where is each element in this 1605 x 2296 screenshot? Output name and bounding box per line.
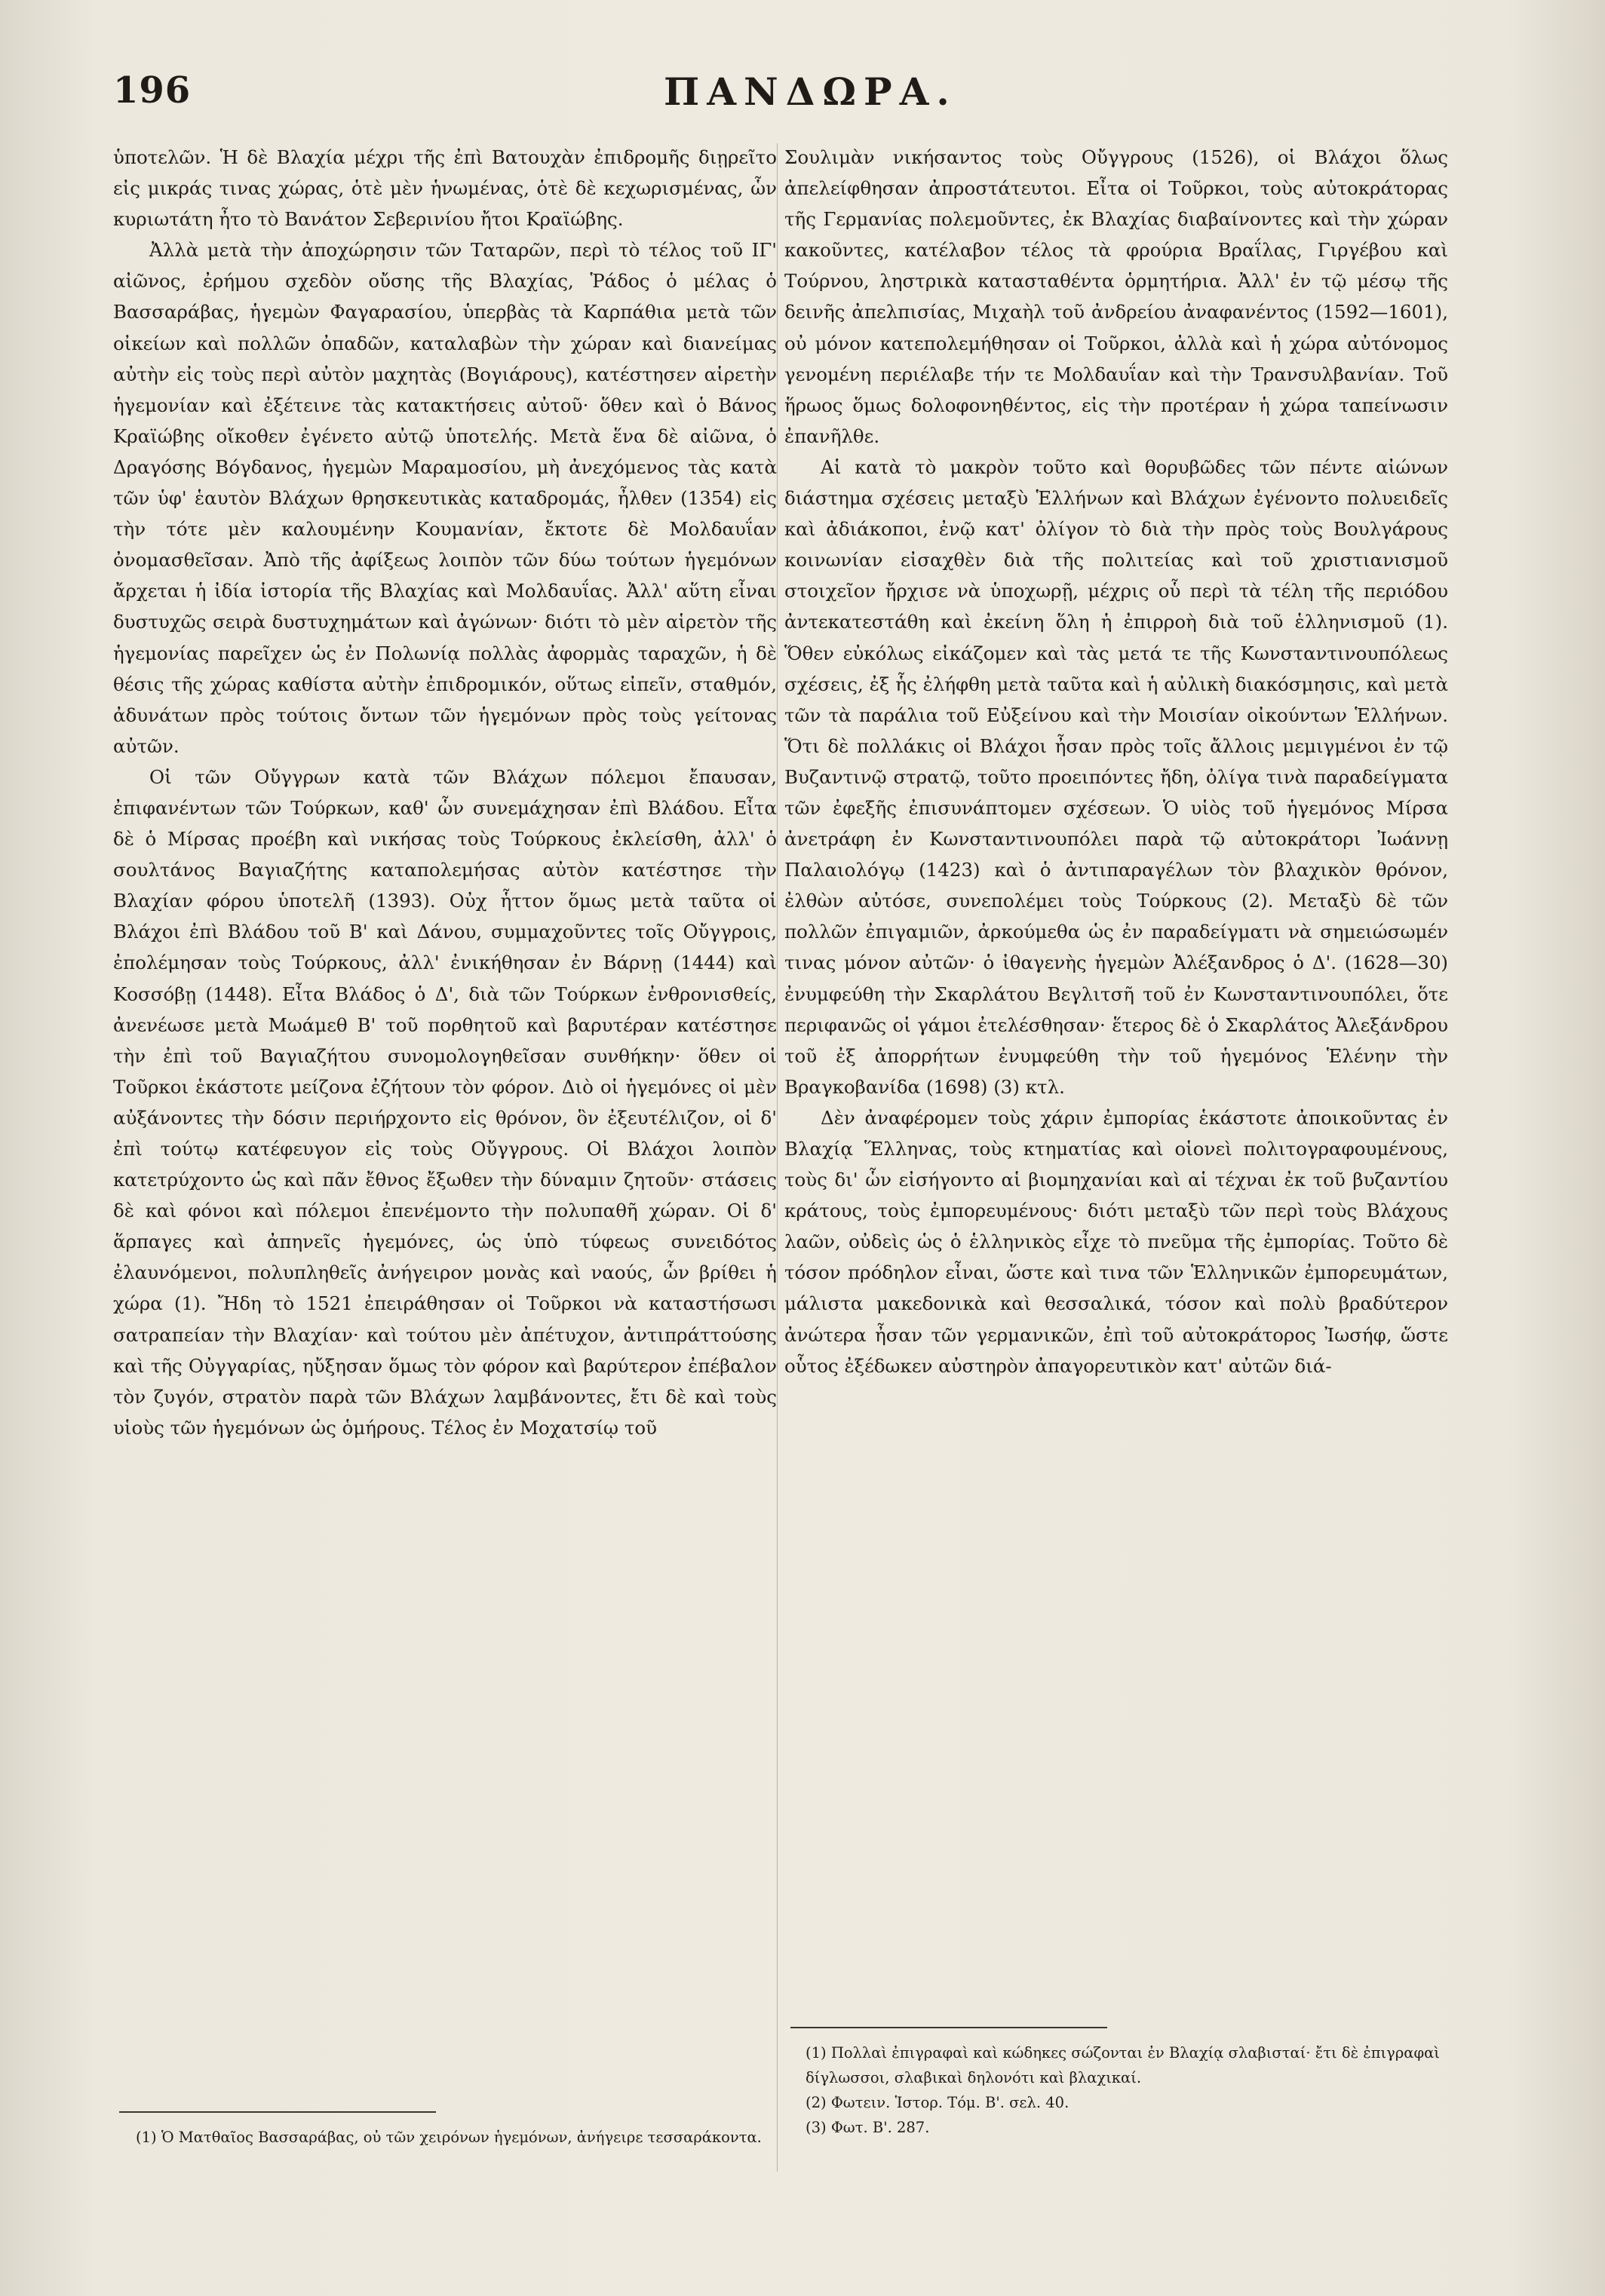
paragraph: Ἀλλὰ μετὰ τὴν ἀποχώρησιν τῶν Ταταρῶν, περὶ τὸ τέλος τοῦ ΙΓ' αἰῶνος, ἐρήμου σχεδὸν οὔσης τῆς Βλαχίας, Ῥάδος ὁ μέλας ὁ Βασσαράβας, ἡγεμὼν Φαγαρασίου, ὑπερβὰς τὰ Καρπάθια μετὰ τῶν οἰκείων καὶ πολλῶν ὀπαδῶν, καταλαβὼν τὴν χώραν καὶ διανείμας αὐτὴν εἰς τοὺς περὶ αὐτὸν μαχητὰς (Βογιάρους), κατέστησεν αἱρετὴν ἡγεμονίαν καὶ ἐξέτεινε τὰς κατακτήσεις αὐτοῦ· ὅθεν καὶ ὁ Βάνος Κραϊώβης οἴκοθεν ἐγένετο αὐτῷ ὑποτελής. Μετὰ ἕνα δὲ αἰῶνα, ὁ Δραγόσης Βόγδανος, ἡγεμὼν Μαραμοσίου, μὴ ἀνεχόμενος τὰς κατὰ τῶν ὑφ' ἑαυτὸν Βλάχων θρησκευτικὰς καταδρομάς, ἦλθεν (1354) εἰς τὴν τότε μὲν καλουμένην Κουμανίαν, ἔκτοτε δὲ Μολδαυΐαν ὀνομασθεῖσαν. Ἀπὸ τῆς ἀφίξεως λοιπὸν τῶν δύω τούτων ἡγεμόνων ἄρχεται ἡ ἰδία ἱστορία τῆς Βλαχίας καὶ Μολδαυΐας. Ἀλλ' αὕτη εἶναι δυστυχῶς σειρὰ δυστυχημάτων καὶ ἀγώνων· διότι τὸ μὲν αἱρετὸν τῆς ἡγεμονίας παρεῖχεν ὡς ἐν Πολωνίᾳ πολλὰς ἀφορμὰς ταραχῶν, ἡ δὲ θέσις τῆς χώρας καθίστα αὐτὴν ἐπιδρομικόν, οὕτως εἰπεῖν, σταθμόν, ἀδυνάτων πρὸς τούτοις ὄντων τῶν ἡγεμόνων πρὸς τοὺς γείτονας αὐτῶν.: [113, 239, 777, 757]
footnote: (1) Πολλαὶ ἐπιγραφαὶ καὶ κώδηκες σώζονται ἐν Βλαχίᾳ σλαβισταί· ἔτι δὲ ἐπιγραφαὶ δίγλωσσοι, σλαβικαὶ δηλονότι καὶ βλαχικαί.: [806, 2044, 1440, 2086]
footnote: (3) Φωτ. Β'. 287.: [806, 2119, 930, 2136]
page-header: [113, 69, 957, 122]
left-column: [113, 142, 777, 1443]
paragraph: Οἱ τῶν Οὔγγρων κατὰ τῶν Βλάχων πόλεμοι ἔπαυσαν, ἐπιφανέντων τῶν Τούρκων, καθ' ὧν συνεμάχησαν ἐπὶ Βλάδου. Εἶτα δὲ ὁ Μίρσας προέβη καὶ νικήσας τοὺς Τούρκους ἐκλείσθη, ἀλλ' ὁ σουλτάνος Βαγιαζήτης καταπολεμήσας αὐτὸν κατέστησε τὴν Βλαχίαν φόρου ὑποτελῆ (1393). Οὐχ ἧττον ὅμως μετὰ ταῦτα οἱ Βλάχοι ἐπὶ Βλάδου τοῦ Β' καὶ Δάνου, συμμαχοῦντες τοῖς Οὔγγροις, ἐπολέμησαν τοὺς Τούρκους, ἀλλ' ἐνικήθησαν ἐν Βάρνῃ (1444) καὶ Κοσσόβῃ (1448). Εἶτα Βλάδος ὁ Δ', διὰ τῶν Τούρκων ἐνθρονισθείς, ἀνενέωσε μετὰ Μωάμεθ Β' τοῦ πορθητοῦ καὶ βαρυτέραν κατέστησε τὴν ἐπὶ τοῦ Βαγιαζήτου συνομολογηθεῖσαν συνθήκην· ὅθεν οἱ Τοῦρκοι ἑκάστοτε μείζονα ἐζήτουν τὸν φόρον. Διὸ οἱ ἡγεμόνες οἱ μὲν αὐξάνοντες τὴν δόσιν περιήρχοντο εἰς θρόνον, ὃν ἐξευτέλιζον, οἱ δ' ἐπὶ τούτῳ κατέφευγον εἰς τοὺς Οὔγγρους. Οἱ Βλάχοι λοιπὸν κατετρύχοντο ὡς καὶ πᾶν ἔθνος ἔξωθεν τὴν δύναμιν ζητοῦν· στάσεις δὲ καὶ φόνοι καὶ πόλεμοι ἐπενέμοντο τὴν πολυπαθῆ χώραν. Οἱ δ' ἅρπαγες καὶ ἀπηνεῖς ἡγεμόνες, ὡς ὑπὸ τύφεως συνειδότος ἐλαυνόμενοι, πολυπληθεῖς ἀνήγειρον μονὰς καὶ ναούς, ὧν βρίθει ἡ χώρα (1). Ἤδη τὸ 1521 ἐπειράθησαν οἱ Τοῦρκοι νὰ καταστήσωσι σατραπείαν τὴν Βλαχίαν· καὶ τούτου μὲν ἀπέτυχον, ἀντιπράττούσης καὶ τῆς Οὐγγαρίας, ηὔξησαν ὅμως τὸν φόρον καὶ βαρύτερον ἐπέβαλον τὸν ζυγόν, στρατὸν παρὰ τῶν Βλάχων λαμβάνοντες, ἔτι δὲ καὶ τοὺς υἱοὺς τῶν ἡγεμόνων ὡς ὁμήρους. Τέλος ἐν Μοχατσίῳ τοῦ: [113, 765, 777, 1439]
page-number: 196: [113, 69, 192, 112]
paragraph: Αἱ κατὰ τὸ μακρὸν τοῦτο καὶ θορυβῶδες τῶν πέντε αἰώνων διάστημα σχέσεις μεταξὺ Ἑλλήνων καὶ Βλάχων ἐγένοντο πολυειδεῖς καὶ ἀδιάκοποι, ἐνῷ κατ' ὀλίγον τὸ διὰ τὴν πρὸς τοὺς Βουλγάρους κοινωνίαν εἰσαχθὲν διὰ τῆς πολιτείας καὶ τοῦ χριστιανισμοῦ στοιχεῖον ἤρχισε νὰ ὑποχωρῇ, μέχρις οὗ περὶ τὰ τέλη τῆς περιόδου ἀντεκατεστάθη καὶ ἐκείνη ὅλη ἡ ἐπιρροὴ διὰ τοῦ ἑλληνισμοῦ (1). Ὅθεν εὐκόλως εἰκάζομεν καὶ τὰς μετά τε τῆς Κωνσταντινουπόλεως σχέσεις, ἐξ ἧς ἐλήφθη μετὰ ταῦτα καὶ ἡ αὐλικὴ διακόσμησις, καὶ μετὰ τῶν τὰ παράλια τοῦ Εὐξείνου καὶ τὴν Μοισίαν οἰκούντων Ἑλλήνων. Ὅτι δὲ πολλάκις οἱ Βλάχοι ἦσαν πρὸς τοῖς ἄλλοις μεμιγμένοι ἐν τῷ Βυζαντινῷ στρατῷ, τοῦτο προειπόντες ἤδη, ὀλίγα τινὰ παραδείγματα τῶν ἐφεξῆς ἐπισυνάπτομεν σχέσεων. Ὁ υἱὸς τοῦ ἡγεμόνος Μίρσα ἀνετράφη ἐν Κωνσταντινουπόλει παρὰ τῷ αὐτοκράτορι Ἰωάννῃ Παλαιολόγῳ (1423) καὶ ὁ ἀντιπαραγέλων τὸν βλαχικὸν θρόνον, ἐλθὼν αὐτόσε, συνεπολέμει τοὺς Τούρκους (2). Μεταξὺ δὲ τῶν πολλῶν ἐπιγαμιῶν, ἀρκούμεθα ὡς ἐν παραδείγματι νὰ σημειώσωμέν τινας μόνον αὐτῶν· ὁ ἰθαγενὴς ἡγεμὼν Ἀλέξανδρος ὁ Δ'. (1628—30) ἐνυμφεύθη τὴν Σκαρλάτου Βεγλιτσῆ τοῦ ἐν Κωνσταντινουπόλει, ὅτε περιφανῶς οἱ γάμοι ἐτελέσθησαν· ἕτερος δὲ ὁ Σκαρλάτος Ἀλεξάνδρου τοῦ ἐξ ἀπορρήτων ἐνυμφεύθη τὴν τοῦ ἡγεμόνος Ἑλένην τὴν Βραγκοβανίδα (1698) (3) κτλ.: [784, 455, 1448, 1098]
footnote: (2) Φωτειν. Ἱστορ. Τόμ. Β'. σελ. 40.: [806, 2094, 1069, 2111]
paragraph: Δὲν ἀναφέρομεν τοὺς χάριν ἐμπορίας ἑκάστοτε ἀποικοῦντας ἐν Βλαχίᾳ Ἕλληνας, τοὺς κτηματίας καὶ οἱονεὶ πολιτογραφουμένους, τοὺς δι' ὧν εἰσήγοντο αἱ βιομηχανίαι καὶ αἱ τέχναι ἐκ τοῦ βυζαντίου κράτους, τοὺς ἐμπορευμένους· διότι μεταξὺ τῶν περὶ τοὺς Βλάχους λαῶν, οὐδεὶς ὡς ὁ ἑλληνικὸς εἶχε τὸ πνεῦμα τῆς ἐμπορίας. Τοῦτο δὲ τόσον πρόδηλον εἶναι, ὥστε καὶ τινα τῶν Ἑλληνικῶν ἐμπορευμάτων, μάλιστα μακεδονικὰ καὶ θεσσαλικά, τόσον καὶ πολὺ βραδύτερον ἀνώτερα ἦσαν τῶν γερμανικῶν, ἐπὶ τοῦ αὐτοκράτορος Ἰωσήφ, ὥστε οὗτος ἐξέδωκεν αὐστηρὸν ἀπαγορευτικὸν κατ' αὐτῶν διά-: [784, 1106, 1448, 1377]
paragraph: Σουλιμὰν νικήσαντος τοὺς Οὔγγρους (1526), οἱ Βλάχοι ὅλως ἀπελείφθησαν ἀπροστάτευτοι. Εἶτα οἱ Τοῦρκοι, τοὺς αὐτοκράτορας τῆς Γερμανίας πολεμοῦντες, ἐκ Βλαχίας διαβαίνοντες καὶ τὴν χώραν κακοῦντες, κατέλαβον τέλος τὰ φρούρια Βραΐλας, Γιργέβου καὶ Τούρνου, ληστρικὰ κατασταθέντα ὁρμητήρια. Ἀλλ' ἐν τῷ μέσῳ τῆς δεινῆς ἀπελπισίας, Μιχαὴλ τοῦ ἀνδρείου ἀναφανέντος (1592—1601), οὐ μόνον κατεπολεμήθησαν οἱ Τοῦρκοι, ἀλλὰ καὶ ἡ χώρα αὐτόνομος γενομένη περιέλαβε τήν τε Μολδαυΐαν καὶ τὴν Τρανσυλβανίαν. Τοῦ ἥρωος ὅμως δολοφονηθέντος, εἰς τὴν προτέραν ἡ χώρα ταπείνωσιν ἐπανῆλθε.: [784, 146, 1448, 447]
right-footnotes: [806, 2040, 1462, 2140]
right-column: [784, 142, 1448, 1381]
left-footnotes: [136, 2125, 792, 2150]
paragraph: ὑποτελῶν. Ἡ δὲ Βλαχία μέχρι τῆς ἐπὶ Βατουχὰν ἐπιδρομῆς διῃρεῖτο εἰς μικράς τινας χώρας, ὁτὲ μὲν ἡνωμένας, ὁτὲ δὲ κεχωρισμένας, ὧν κυριωτάτη ἦτο τὸ Βανάτον Σεβερινίου ἤτοι Κραϊώβης.: [113, 146, 777, 231]
footnote: (1) Ὁ Ματθαῖος Βασσαράβας, οὐ τῶν χειρόνων ἡγεμόνων, ἀνήγειρε τεσσαράκοντα.: [136, 2129, 762, 2146]
footnote-rule: [119, 2111, 436, 2113]
column-divider: [777, 143, 778, 2172]
footnote-rule: [790, 2027, 1107, 2028]
running-title: ΠΑΝΔΩΡΑ.: [664, 69, 957, 114]
